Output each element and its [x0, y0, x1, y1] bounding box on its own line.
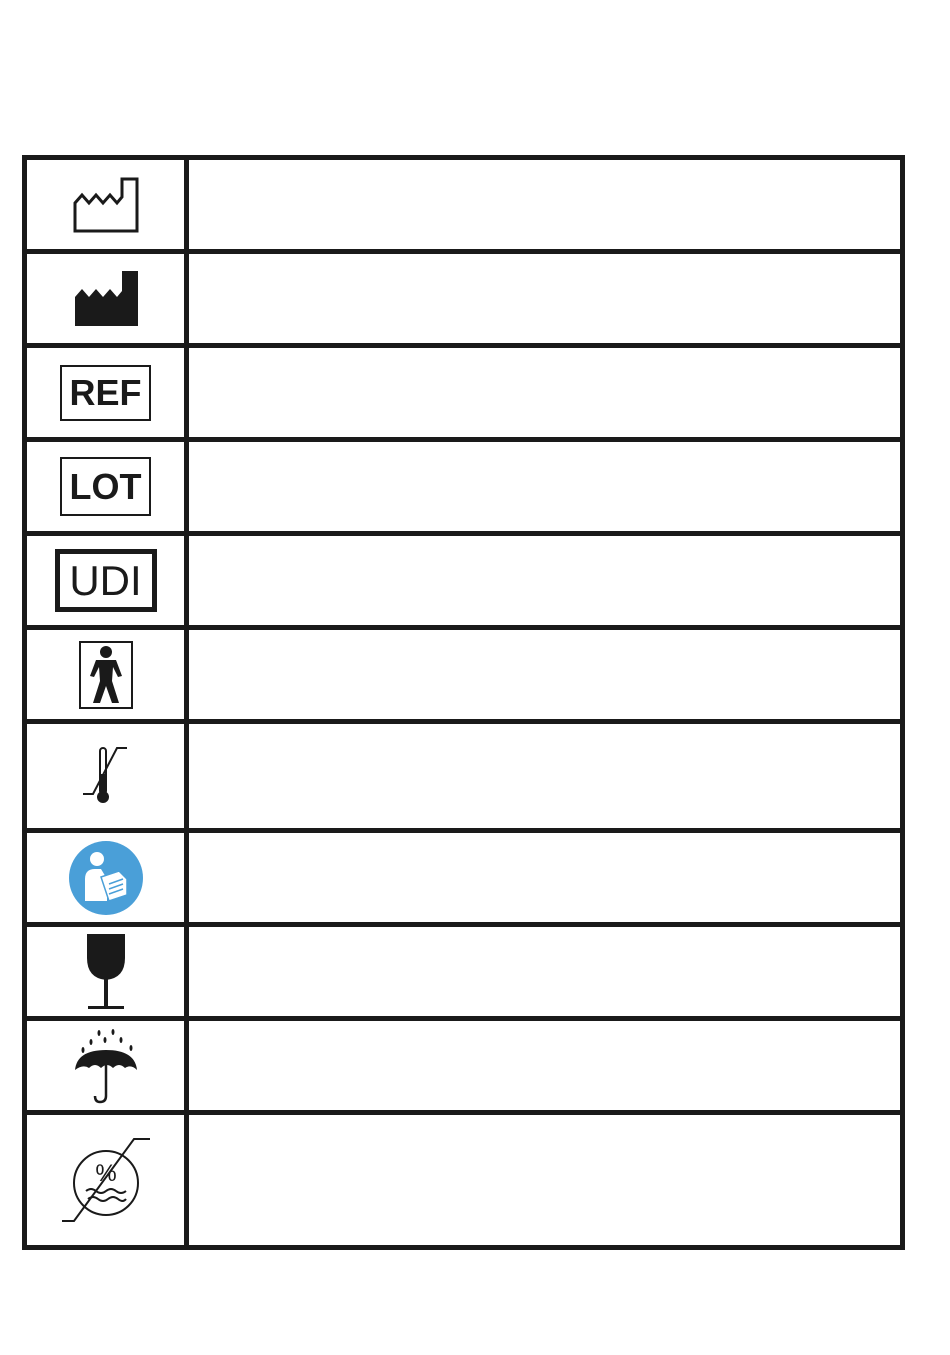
description-cell: [189, 833, 900, 922]
symbol-cell: [27, 442, 184, 531]
lot-batch-code-icon: [60, 457, 151, 516]
type-b-applied-part-icon: [79, 641, 133, 709]
symbol-cell: [27, 254, 184, 343]
symbol-row-keep-dry: [27, 1021, 900, 1110]
symbol-cell: [27, 1021, 184, 1110]
keep-dry-icon: [73, 1028, 139, 1104]
symbol-row-fragile: [27, 927, 900, 1016]
description-cell: [189, 254, 900, 343]
udi-label: UDI: [69, 556, 142, 604]
date-of-manufacture-icon: [71, 175, 141, 235]
manufacturer-icon: [71, 269, 141, 329]
symbol-row-udi: [27, 536, 900, 625]
symbol-row-manufacturer: [27, 254, 900, 343]
symbol-row-consult-instructions: [27, 833, 900, 922]
symbol-table: [22, 155, 905, 1250]
symbol-cell: [27, 630, 184, 719]
humidity-percent-label: %: [94, 1160, 117, 1187]
symbol-cell: [27, 833, 184, 922]
description-cell: [189, 630, 900, 719]
symbol-row-ref: [27, 348, 900, 437]
symbol-row-date-of-manufacture: [27, 160, 900, 249]
description-cell: [189, 442, 900, 531]
symbol-cell: [27, 160, 184, 249]
consult-instructions-icon: [67, 839, 145, 917]
symbol-row-humidity-limitation: [27, 1115, 900, 1245]
ref-catalogue-number-icon: [60, 365, 151, 421]
symbol-cell: [27, 927, 184, 1016]
temperature-limit-icon: [81, 744, 131, 808]
description-cell: [189, 348, 900, 437]
symbol-cell: [27, 536, 184, 625]
description-cell: [189, 536, 900, 625]
description-cell: [189, 1115, 900, 1245]
symbol-cell: [27, 724, 184, 828]
symbol-cell: [27, 1115, 184, 1245]
humidity-limitation-icon: [60, 1135, 152, 1225]
description-cell: [189, 1021, 900, 1110]
fragile-icon: [84, 932, 128, 1012]
symbol-cell: [27, 348, 184, 437]
description-cell: [189, 927, 900, 1016]
symbol-row-temperature-limit: [27, 724, 900, 828]
symbol-row-lot: [27, 442, 900, 531]
ref-label: REF: [69, 371, 142, 413]
description-cell: [189, 724, 900, 828]
udi-icon: [55, 549, 157, 612]
symbol-row-type-b-applied-part: [27, 630, 900, 719]
lot-label: LOT: [69, 465, 142, 507]
description-cell: [189, 160, 900, 249]
